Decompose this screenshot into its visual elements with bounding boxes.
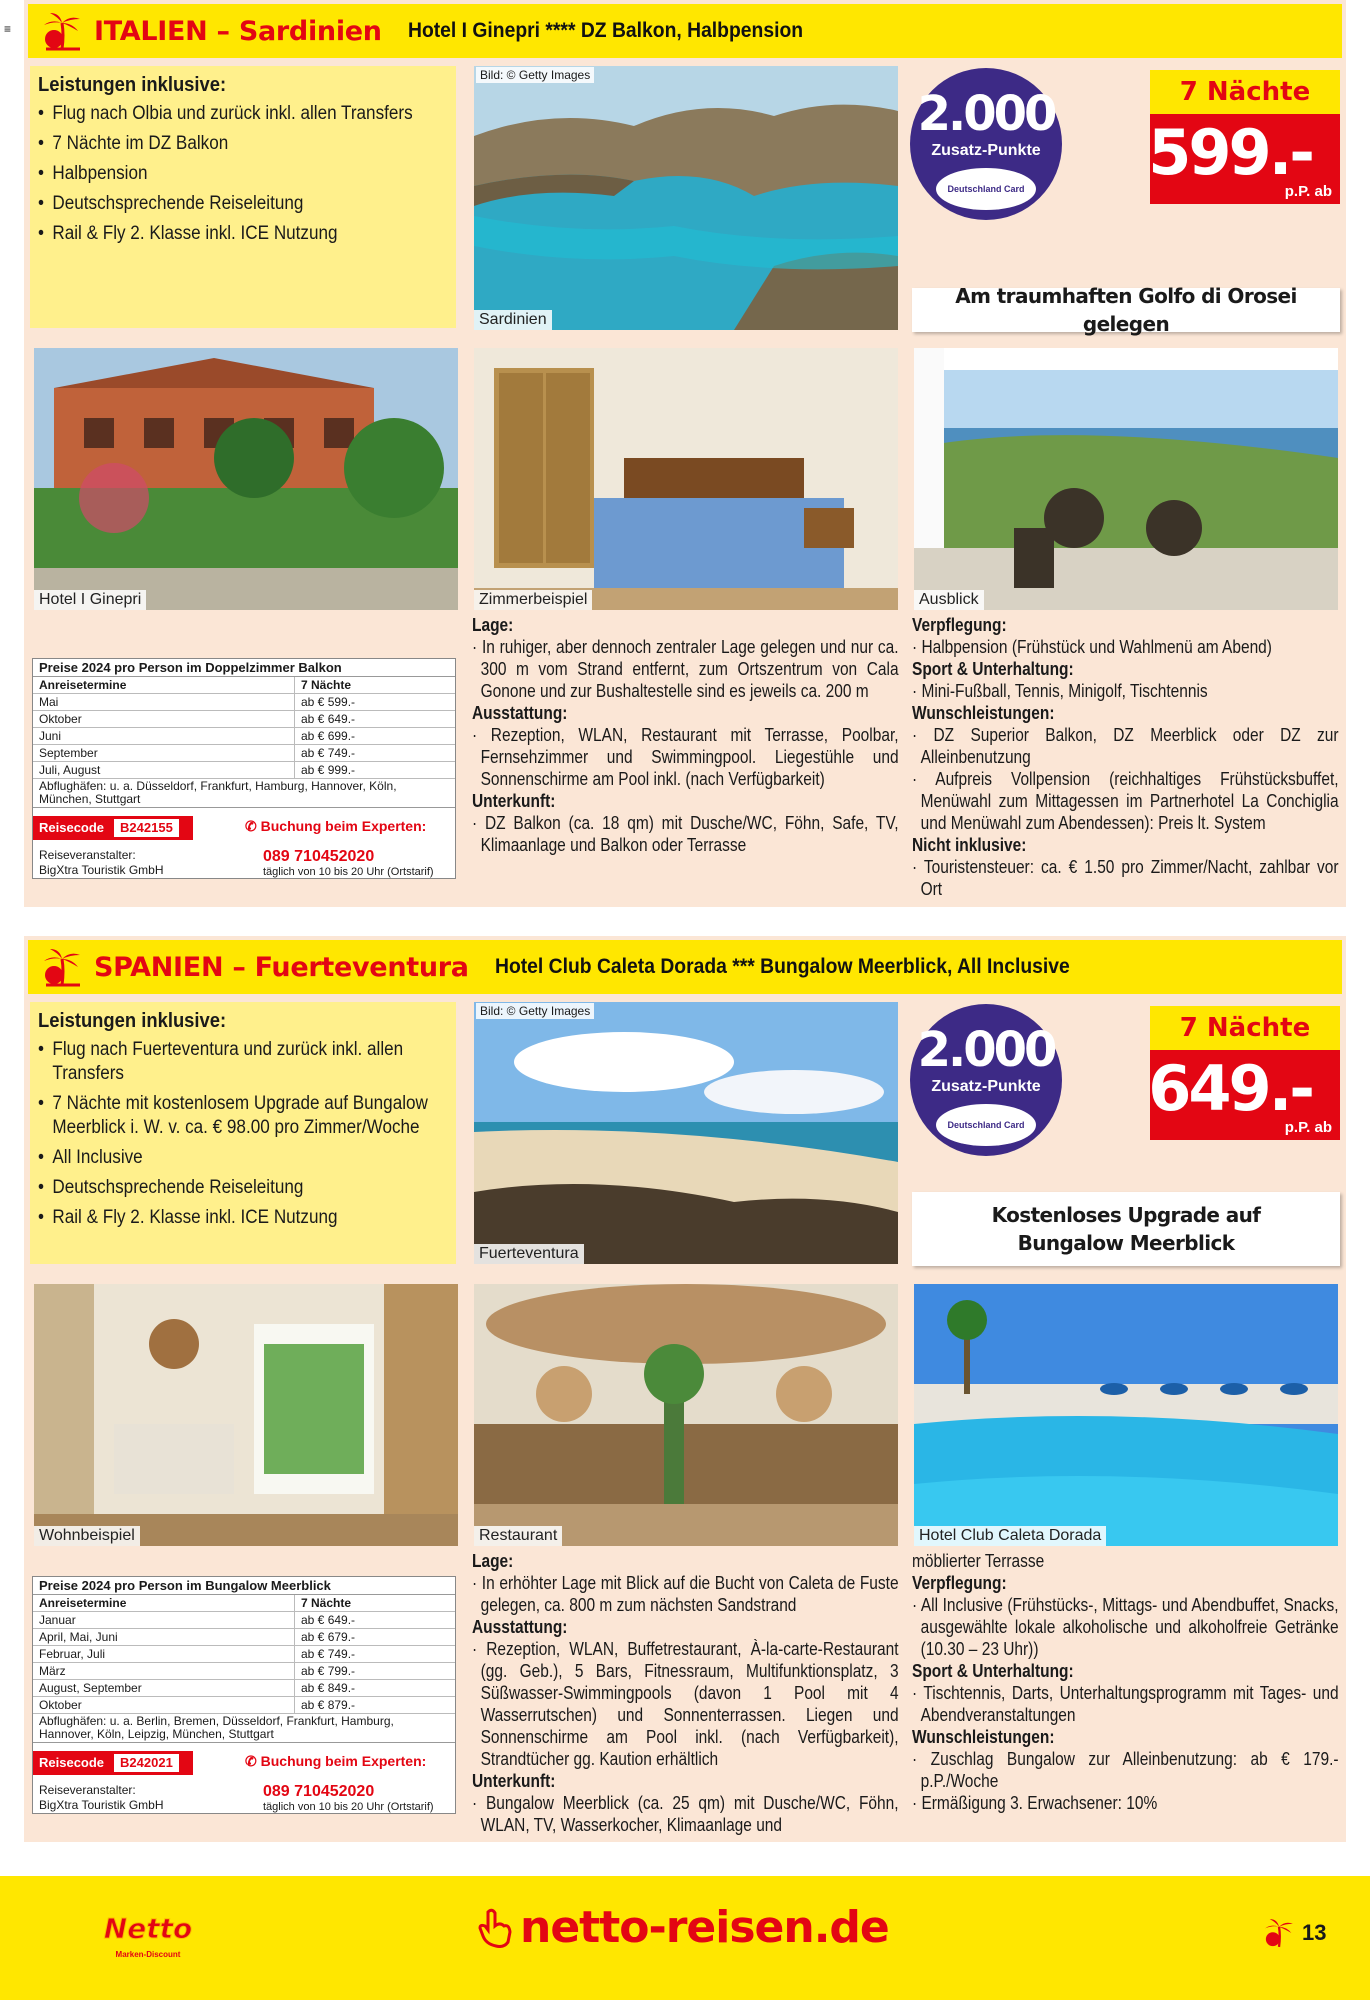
photo-caption: Restaurant: [474, 1526, 562, 1546]
included-item: • Flug nach Fuerteventura und zurück inkl. allen Transfers: [38, 1038, 452, 1086]
desc-text: · In erhöhter Lage mit Blick auf die Bucht von Caleta de Fuste gelegen, ca. 800 m zum nächsten Sandstrand: [472, 1573, 899, 1615]
website-url: netto-reisen.de: [520, 1902, 889, 1953]
row-price: ab € 799.-: [301, 1664, 356, 1678]
price-suffix: p.P. ab: [1284, 1119, 1332, 1136]
head-dates: Anreisetermine: [33, 1595, 295, 1611]
booking-text: Buchung beim Experten:: [260, 1753, 427, 1769]
row-date: Februar, Juli: [33, 1646, 295, 1662]
booking-info: [33, 1743, 455, 1813]
offer-spain: [24, 936, 1346, 1842]
description-col-3: [912, 614, 1339, 900]
table-row: [33, 1646, 455, 1663]
desc-heading: Unterkunft:: [472, 1771, 556, 1791]
description-col-2: [472, 614, 899, 856]
price-table: [32, 1576, 456, 1814]
row-price: ab € 879.-: [301, 1698, 356, 1712]
table-row: [33, 1629, 455, 1646]
desc-heading: Sport & Unterhaltung:: [912, 1661, 1074, 1681]
table-row: [33, 1663, 455, 1680]
row-price: ab € 649.-: [301, 1613, 356, 1627]
included-item: • All Inclusive: [38, 1146, 452, 1170]
offer-country: ITALIEN – Sardinien: [94, 15, 382, 47]
desc-text: · Bungalow Meerblick (ca. 25 qm) mit Dusche/WC, Föhn, WLAN, TV, Wasserkocher, Klimaanlage und: [472, 1793, 899, 1835]
travel-code-label: Reisecode: [39, 820, 105, 835]
included-item: • Deutschsprechende Reiseleitung: [38, 1176, 452, 1200]
phone-number[interactable]: 089 710452020: [263, 848, 375, 865]
desc-text: · Touristensteuer: ca. € 1.50 pro Zimmer/Nacht, zahlbar vor Ort: [912, 857, 1339, 899]
photo-room: [474, 348, 898, 610]
desc-heading: Ausstattung:: [472, 703, 568, 723]
points-badge: [910, 68, 1062, 220]
included-item: • 7 Nächte mit kostenlosem Upgrade auf Bungalow Meerblick i. W. v. ca. € 98.00 pro Zimmer/Woche: [38, 1092, 452, 1140]
nights-label: 7 Nächte: [1150, 1006, 1340, 1050]
desc-text: · Halbpension (Frühstück und Wahlmenü am Abend): [912, 637, 1272, 657]
desc-text: · DZ Balkon (ca. 18 qm) mit Dusche/WC, Föhn, Safe, TV, Klimaanlage und Balkon oder Terrasse: [472, 813, 899, 855]
desc-text: möblierter Terrasse: [912, 1551, 1045, 1571]
table-row: [33, 1612, 455, 1629]
row-price: ab € 749.-: [301, 1647, 356, 1661]
included-item: • Flug nach Olbia und zurück inkl. allen Transfers: [38, 102, 452, 126]
included-item: • 7 Nächte im DZ Balkon: [38, 132, 452, 156]
photo-caption: Hotel Club Caleta Dorada: [914, 1526, 1106, 1546]
main-photo-sardinia: [474, 66, 898, 330]
included-title: Leistungen inklusive:: [38, 1010, 227, 1032]
desc-heading: Lage:: [472, 615, 514, 635]
booking-label: [245, 1753, 426, 1770]
row-date: Oktober: [33, 1697, 295, 1713]
palm-icon: [40, 9, 84, 53]
desc-text: · Aufpreis Vollpension (reichhaltiges Frühstücksbuffet, Menüwahl zum Mittagessen im Partnerhotel La Conchiglia und Menüwahl zum Abendessen): Preis lt. System: [912, 769, 1339, 833]
desc-heading: Unterkunft:: [472, 791, 556, 811]
departure-airports: Abflughäfen: u. a. Düsseldorf, Frankfurt, Hamburg, Hannover, Köln, München, Stuttgart: [33, 779, 455, 808]
page-number: [1262, 1916, 1326, 1950]
offer-claim: Am traumhaften Golfo di Orosei gelegen: [912, 288, 1340, 332]
row-price: ab € 599.-: [301, 695, 356, 709]
desc-text: · Zuschlag Bungalow zur Alleinbenutzung: ab € 179.- p.P./Woche: [912, 1749, 1339, 1791]
photo-credit: Bild: © Getty Images: [476, 67, 594, 83]
nights-label: 7 Nächte: [1150, 70, 1340, 114]
description-col-3: [912, 1550, 1339, 1814]
travel-code-label: Reisecode: [39, 1755, 105, 1770]
table-row: [33, 711, 455, 728]
row-price: ab € 749.-: [301, 746, 356, 760]
table-row: [33, 1697, 455, 1714]
booking-label: [245, 818, 426, 835]
price-tag: [1150, 1050, 1340, 1140]
included-services: [30, 1002, 456, 1264]
table-row: [33, 1680, 455, 1697]
photo-caption: Sardinien: [474, 310, 552, 330]
points-label: Zusatz-Punkte: [931, 1078, 1041, 1095]
desc-heading: Verpflegung:: [912, 1573, 1007, 1593]
website-link[interactable]: [478, 1902, 889, 1953]
head-nights: 7 Nächte: [301, 678, 352, 692]
desc-text: · Mini-Fußball, Tennis, Minigolf, Tischtennis: [912, 681, 1208, 701]
desc-heading: Lage:: [472, 1551, 514, 1571]
head-dates: Anreisetermine: [33, 677, 295, 693]
row-price: ab € 849.-: [301, 1681, 356, 1695]
included-item: • Deutschsprechende Reiseleitung: [38, 192, 452, 216]
desc-text: · Tischtennis, Darts, Unterhaltungsprogramm mit Tages- und Abendveranstaltungen: [912, 1683, 1339, 1725]
desc-text: · Rezeption, WLAN, Buffetrestaurant, À-la-carte-Restaurant (gg. Geb.), 5 Bars, Fitnessraum, Multifunktionsplatz, 3 Süßwasser-Swimmingpools (davon 1 Pool mit 4 Wasserrutschen) und Sonnenterrassen. Liegen und Sonnenschirme am Pool inkl. (nach Verfügbarkeit), Strandtücher gg. Kaution erhältlich: [472, 1639, 899, 1769]
desc-heading: Nicht inklusive:: [912, 835, 1027, 855]
desc-text: · DZ Superior Balkon, DZ Meerblick oder DZ zur Alleinbenutzung: [912, 725, 1339, 767]
desc-text: · Ermäßigung 3. Erwachsener: 10%: [912, 1793, 1158, 1813]
departure-airports: Abflughäfen: u. a. Berlin, Bremen, Düsseldorf, Frankfurt, Hamburg, Hannover, Köln, Leipzig, München, Stuttgart: [33, 1714, 455, 1743]
phone-icon: ✆: [245, 818, 261, 834]
offer-italy: [24, 0, 1346, 907]
price-table-head: [33, 677, 455, 694]
palm-icon: [40, 945, 84, 989]
photo-caption: Wohnbeispiel: [34, 1526, 140, 1546]
opening-hours: täglich von 10 bis 20 Uhr (Ortstarif): [263, 1801, 434, 1813]
row-price: ab € 679.-: [301, 1630, 356, 1644]
offer-title-bar: [28, 940, 1342, 994]
deutschland-card-logo: Deutschland Card: [936, 1104, 1036, 1146]
row-date: März: [33, 1663, 295, 1679]
row-price: ab € 699.-: [301, 729, 356, 743]
offer-country: SPANIEN – Fuerteventura: [94, 951, 469, 983]
row-date: Januar: [33, 1612, 295, 1628]
table-row: [33, 694, 455, 711]
photo-restaurant: [474, 1284, 898, 1546]
margin-mark: ≡: [4, 22, 12, 36]
phone-number[interactable]: 089 710452020: [263, 1783, 375, 1800]
price-table-title: Preise 2024 pro Person im Bungalow Meerblick: [33, 1577, 455, 1595]
price-table-head: [33, 1595, 455, 1612]
operator: Reiseveranstalter: BigXtra Touristik GmbH: [39, 848, 164, 877]
desc-heading: Ausstattung:: [472, 1617, 568, 1637]
offer-claim: Kostenloses Upgrade auf Bungalow Meerblick: [912, 1192, 1340, 1266]
photo-pool: [914, 1284, 1338, 1546]
row-date: August, September: [33, 1680, 295, 1696]
main-photo-fuerteventura: [474, 1002, 898, 1264]
booking-text: Buchung beim Experten:: [260, 818, 427, 834]
photo-living: [34, 1284, 458, 1546]
travel-code-value: B242021: [114, 1754, 179, 1772]
price-amount: 599.-: [1148, 116, 1312, 189]
operator: Reiseveranstalter: BigXtra Touristik GmbH: [39, 1783, 164, 1812]
photo-caption: Ausblick: [914, 590, 984, 610]
desc-heading: Wunschleistungen:: [912, 703, 1055, 723]
table-row: [33, 728, 455, 745]
page-number-value: 13: [1302, 1920, 1327, 1945]
page-footer: [0, 1876, 1370, 2000]
travel-code: [33, 816, 193, 840]
booking-info: [33, 808, 455, 878]
desc-text: · All Inclusive (Frühstücks-, Mittags- und Abendbuffet, Snacks, ausgewählte lokale alkoholische und alkoholfreie Getränke (10.30 – 23 Uhr)): [912, 1595, 1339, 1659]
desc-heading: Verpflegung:: [912, 615, 1007, 635]
phone-icon: ✆: [245, 1753, 261, 1769]
desc-text: · In ruhiger, aber dennoch zentraler Lage gelegen und nur ca. 300 m vom Strand entfernt, zum Ortszentrum von Cala Gonone und zur Bushaltestelle sind es jeweils ca. 200 m: [472, 637, 899, 701]
points-value: 2.000: [917, 86, 1055, 142]
photo-caption: Zimmerbeispiel: [474, 590, 592, 610]
row-price: ab € 999.-: [301, 763, 356, 777]
table-row: [33, 762, 455, 779]
points-value: 2.000: [917, 1022, 1055, 1078]
desc-heading: Sport & Unterhaltung:: [912, 659, 1074, 679]
offer-hotel: Hotel Club Caleta Dorada *** Bungalow Meerblick, All Inclusive: [494, 955, 1070, 978]
desc-text: · Rezeption, WLAN, Restaurant mit Terrasse, Poolbar, Fernsehzimmer und Swimmingpool. Liegestühle und Sonnenschirme am Pool inkl. (nach Verfügbarkeit): [472, 725, 899, 789]
price-amount: 649.-: [1148, 1052, 1312, 1125]
included-item: • Halbpension: [38, 162, 452, 186]
included-item: • Rail & Fly 2. Klasse inkl. ICE Nutzung: [38, 222, 452, 246]
netto-logo-subtitle: Marken-Discount: [115, 1950, 181, 1959]
photo-caption: Hotel I Ginepri: [34, 590, 146, 610]
photo-hotel: [34, 348, 458, 610]
offer-hotel: Hotel I Ginepri **** DZ Balkon, Halbpension: [407, 19, 803, 42]
row-price: ab € 649.-: [301, 712, 356, 726]
row-date: April, Mai, Juni: [33, 1629, 295, 1645]
price-suffix: p.P. ab: [1284, 183, 1332, 200]
photo-caption: Fuerteventura: [474, 1244, 584, 1264]
head-nights: 7 Nächte: [301, 1596, 352, 1610]
description-col-2: [472, 1550, 899, 1836]
netto-logo-text: Netto: [103, 1912, 193, 1945]
points-label: Zusatz-Punkte: [931, 142, 1041, 159]
palm-icon: [1262, 1916, 1296, 1950]
included-item: • Rail & Fly 2. Klasse inkl. ICE Nutzung: [38, 1206, 452, 1230]
row-date: Mai: [33, 694, 295, 710]
netto-logo[interactable]: [96, 1912, 200, 1966]
row-date: Juni: [33, 728, 295, 744]
price-tag: [1150, 114, 1340, 204]
included-title: Leistungen inklusive:: [38, 74, 227, 96]
offer-title-bar: [28, 4, 1342, 58]
travel-code: [33, 1751, 193, 1775]
row-date: Juli, August: [33, 762, 295, 778]
deutschland-card-logo: Deutschland Card: [936, 168, 1036, 210]
opening-hours: täglich von 10 bis 20 Uhr (Ortstarif): [263, 866, 434, 878]
price-table-title: Preise 2024 pro Person im Doppelzimmer Balkon: [33, 659, 455, 677]
row-date: Oktober: [33, 711, 295, 727]
travel-code-value: B242155: [114, 819, 179, 837]
row-date: September: [33, 745, 295, 761]
included-services: [30, 66, 456, 328]
price-table: [32, 658, 456, 879]
points-badge: [910, 1004, 1062, 1156]
cursor-icon: [478, 1908, 512, 1948]
table-row: [33, 745, 455, 762]
photo-credit: Bild: © Getty Images: [476, 1003, 594, 1019]
desc-heading: Wunschleistungen:: [912, 1727, 1055, 1747]
photo-view: [914, 348, 1338, 610]
